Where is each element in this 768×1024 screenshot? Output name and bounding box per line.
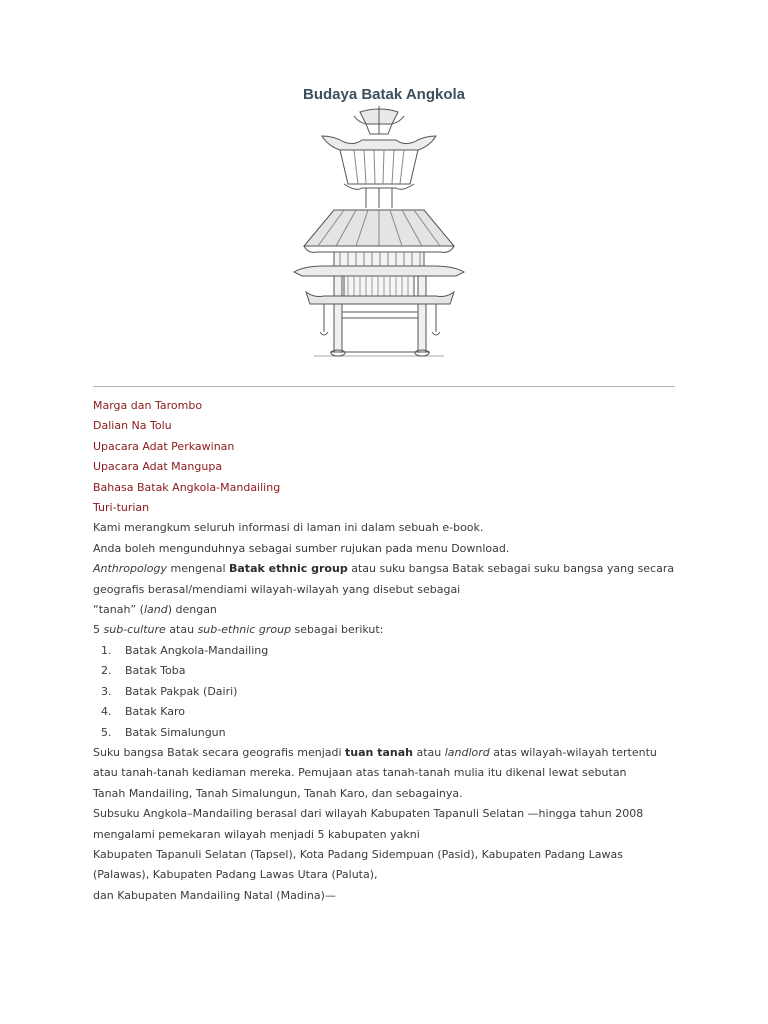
traditional-house-illustration	[284, 106, 474, 358]
term-sub-culture: sub-culture	[103, 623, 166, 637]
term-batak-ethnic-group: Batak ethnic group	[229, 562, 348, 576]
list-item-text: Batak Karo	[125, 705, 185, 719]
article-body	[93, 396, 693, 906]
text-segment: Suku bangsa Batak secara geografis menjadi	[93, 745, 346, 759]
link-upacara-adat-perkawinan[interactable]: Upacara Adat Perkawinan	[93, 439, 235, 453]
intro-line-2: Anda boleh mengunduhnya sebagai sumber rujukan pada menu Download.	[93, 541, 510, 555]
paragraph-tuan-tanah-line-2: atau tanah-tanah kediaman mereka. Pemujaan atas tanah-tanah mulia itu dikenal lewat sebutan	[93, 766, 627, 780]
link-bahasa-batak[interactable]: Bahasa Batak Angkola-Mandailing	[93, 480, 281, 494]
link-dalian-na-tolu[interactable]: Dalian Na Tolu	[93, 419, 172, 433]
paragraph-anthropology-line-3	[93, 600, 693, 620]
link-upacara-adat-mangupa[interactable]: Upacara Adat Mangupa	[93, 460, 223, 474]
paragraph-subsuku-line-3: Kabupaten Tapanuli Selatan (Tapsel), Kota Padang Sidempuan (Pasid), Kabupaten Padang Lawas	[93, 847, 623, 861]
list-number: 4.	[101, 705, 112, 719]
text-segment: atau	[412, 745, 445, 759]
text-segment: mengenal	[167, 562, 229, 576]
subculture-list	[93, 641, 693, 743]
text-segment: atau suku bangsa Batak sebagai suku bangsa yang secara	[347, 562, 675, 576]
paragraph-subsuku-line-2: mengalami pemekaran wilayah menjadi 5 kabupaten yakni	[93, 827, 420, 841]
list-number: 5.	[101, 725, 112, 739]
paragraph-subsuku-line-5: dan Kabupaten Mandailing Natal (Madina)—	[93, 888, 336, 902]
list-number: 2.	[101, 664, 112, 678]
list-item-text: Batak Angkola-Mandailing	[125, 643, 269, 657]
text-segment: sebagai berikut:	[291, 623, 384, 637]
text-segment: 5	[93, 623, 104, 637]
paragraph-tuan-tanah	[93, 743, 693, 763]
list-item	[93, 702, 693, 722]
link-turi-turian[interactable]: Turi-turian	[93, 501, 150, 515]
list-item-text: Batak Toba	[125, 664, 186, 678]
list-item	[93, 723, 693, 743]
paragraph-tuan-tanah-line-3: Tanah Mandailing, Tanah Simalungun, Tanah Karo, dan sebagainya.	[93, 786, 463, 800]
text-segment: atau	[165, 623, 198, 637]
topic-links	[93, 396, 693, 518]
paragraph-anthropology	[93, 559, 693, 579]
term-land: land	[143, 603, 168, 617]
paragraph-subculture	[93, 620, 693, 640]
list-number: 3.	[101, 684, 112, 698]
list-item	[93, 641, 693, 661]
link-marga-dan-tarombo[interactable]: Marga dan Tarombo	[93, 399, 203, 412]
paragraph-anthropology-line-2: geografis berasal/mendiami wilayah-wilayah yang disebut sebagai	[93, 582, 461, 596]
list-item-text: Batak Pakpak (Dairi)	[125, 684, 238, 698]
term-sub-ethnic-group: sub-ethnic group	[197, 623, 292, 637]
list-number: 1.	[101, 643, 112, 657]
paragraph-subsuku-line-4: (Palawas), Kabupaten Padang Lawas Utara (Paluta),	[93, 868, 378, 882]
list-item	[93, 682, 693, 702]
horizontal-divider	[93, 386, 675, 387]
term-tuan-tanah: tuan tanah	[345, 745, 413, 759]
list-item-text: Batak Simalungun	[125, 725, 226, 739]
text-segment: atas wilayah-wilayah tertentu	[489, 745, 657, 759]
text-segment: ) dengan	[167, 603, 217, 617]
intro-line-1: Kami merangkum seluruh informasi di laman ini dalam sebuah e-book.	[93, 521, 484, 535]
term-anthropology: Anthropology	[93, 562, 168, 576]
term-landlord: landlord	[444, 745, 490, 759]
list-item	[93, 661, 693, 681]
page-title: Budaya Batak Angkola	[303, 86, 465, 103]
text-segment: “tanah” (	[93, 603, 144, 617]
paragraph-subsuku-line-1: Subsuku Angkola–Mandailing berasal dari wilayah Kabupaten Tapanuli Selatan —hingga tahun 2008	[93, 807, 644, 821]
